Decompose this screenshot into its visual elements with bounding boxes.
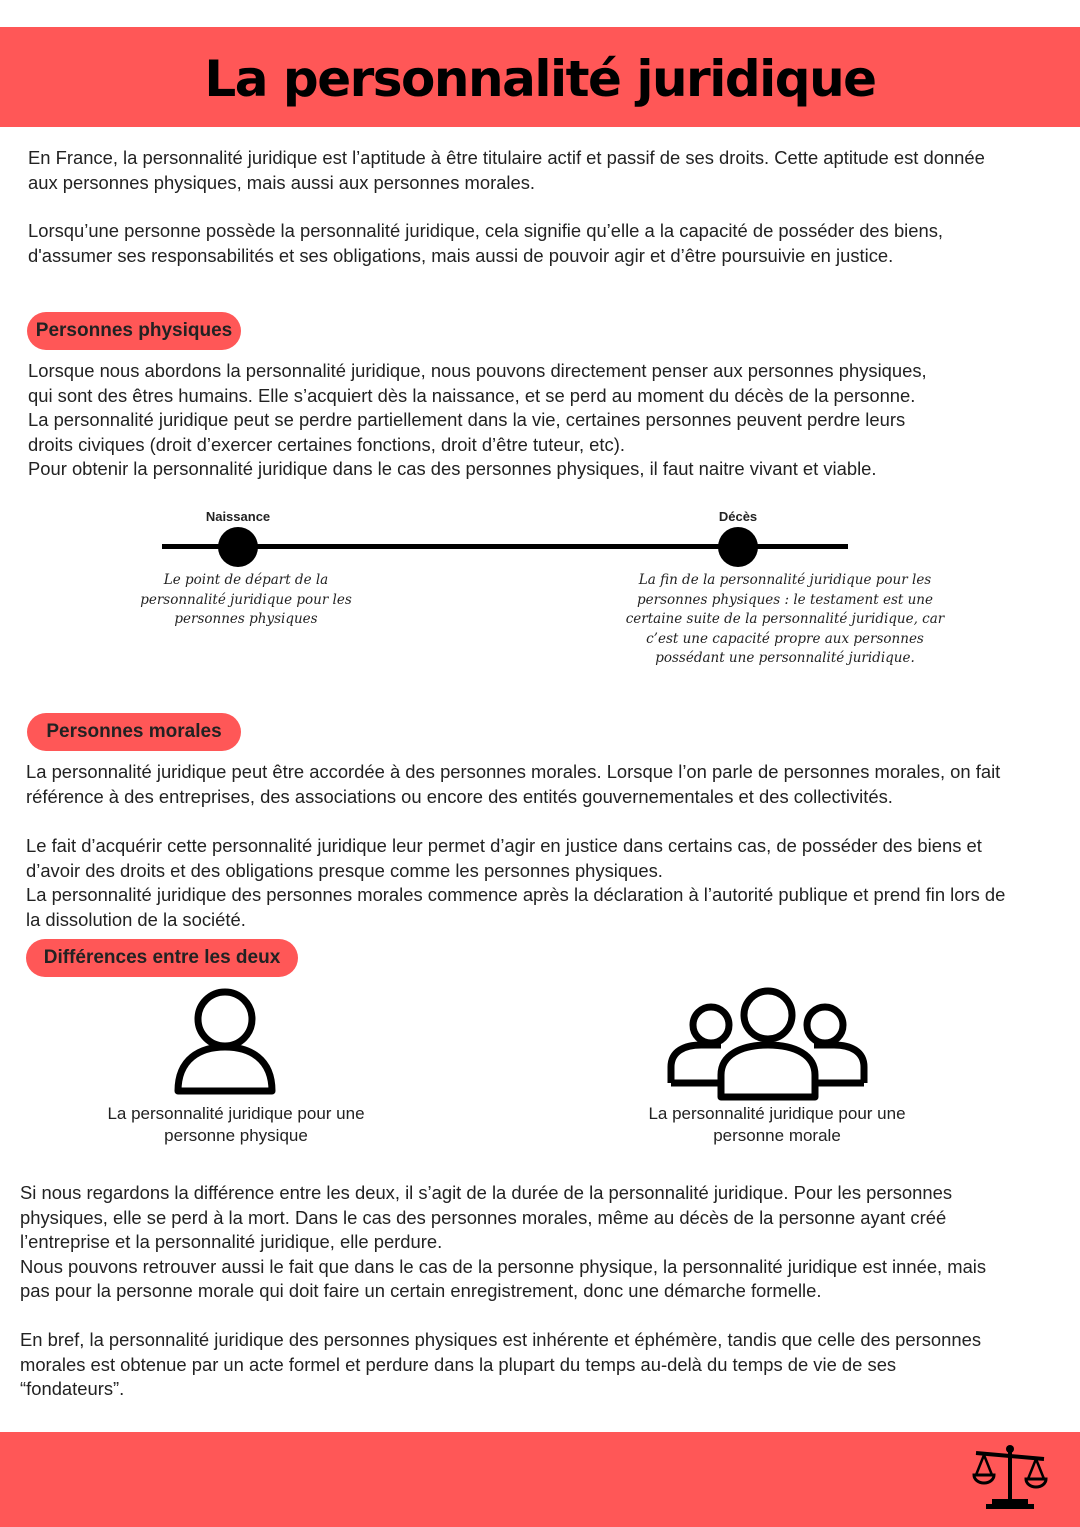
timeline-label-death: Décès — [718, 509, 758, 524]
differences-paragraph-1: Si nous regardons la différence entre les deux, il s’agit de la durée de la personnalité juridique. Pour les personnes physiques, elle se perd à la mort. Dans le cas des personnes morales, même au décès de la personne ayant créé l’entreprise et la personnalité juridique, elle perdure. Nous pouvons retrouver aussi le fait que dans le cas de la personne physique, la personnalité juridique est innée, mais pas pour la personne morale qui doit faire un certain enregistrement, donc une démarche formelle. — [20, 1182, 987, 1301]
intro-paragraph-2: Lorsqu’une personne possède la personnalité juridique, cela signifie qu’elle a la capacité de posséder des biens, d'assumer ses responsabilités et ses obligations, mais aussi de pouvoir agir et d’être poursuivie en justice. — [28, 220, 944, 266]
group-icon-caption: La personnalité juridique pour une personne morale — [648, 1104, 906, 1145]
morales-paragraph-1: La personnalité juridique peut être accordée à des personnes morales. Lorsque l’on parle de personnes morales, on fait référence à des entreprises, des associations ou encore des entités gouvernementales et des collectivités. — [26, 761, 1001, 807]
person-icon — [170, 985, 280, 1100]
timeline-dot-death — [718, 527, 758, 567]
differences-paragraph-2: En bref, la personnalité juridique des personnes physiques est inhérente et éphémère, tandis que celle des personnes morales est obtenue par un acte formel et perdure dans la plupart du temps au-delà du temps de vie de ses “fondateurs”. — [20, 1329, 982, 1399]
footer-band — [0, 1432, 1080, 1527]
section-heading-differences: Différences entre les deux — [26, 939, 298, 977]
timeline-label-birth: Naissance — [205, 509, 271, 524]
scales-of-justice-icon — [970, 1441, 1050, 1511]
timeline-caption-birth: Le point de départ de la personnalité juridique pour les personnes physiques — [140, 572, 352, 627]
morales-paragraph-2: Le fait d’acquérir cette personnalité juridique leur permet d’agir en justice dans certains cas, de posséder des biens et d’avoir des droits et des obligations presque comme les personnes physiques. La personnalité juridique des personnes morales commence après la déclaration à l’autorité publique et prend fin lors de la dissolution de la société. — [26, 835, 1006, 930]
timeline-dot-birth — [218, 527, 258, 567]
timeline-caption-death: La fin de la personnalité juridique pour les personnes physiques : le testament est une certaine suite de la personnalité juridique, car c’est une capacité propre aux personnes possédant une personnalité juridique. — [625, 572, 945, 666]
section-heading-physiques: Personnes physiques — [27, 312, 241, 350]
group-icon — [665, 985, 870, 1105]
physiques-paragraph: Lorsque nous abordons la personnalité juridique, nous pouvons directement penser aux personnes physiques, qui sont des êtres humains. Elle s’acquiert dès la naissance, et se perd au moment du décès de la personne. La personnalité juridique peut se perdre partiellement dans la vie, certaines personnes peuvent perdre leurs droits civiques (droit d’exercer certaines fonctions, droit d’être tuteur, etc). Pour obtenir la personnalité juridique dans le cas des personnes physiques, il faut naitre vivant et viable. — [28, 360, 927, 479]
section-heading-morales: Personnes morales — [27, 713, 241, 751]
person-icon-caption: La personnalité juridique pour une personne physique — [107, 1104, 365, 1145]
intro-paragraph-1: En France, la personnalité juridique est l’aptitude à être titulaire actif et passif de ses droits. Cette aptitude est donnée aux personnes physiques, mais aussi aux personnes morales. — [28, 147, 985, 193]
page-title: La personnalité juridique — [204, 50, 876, 108]
